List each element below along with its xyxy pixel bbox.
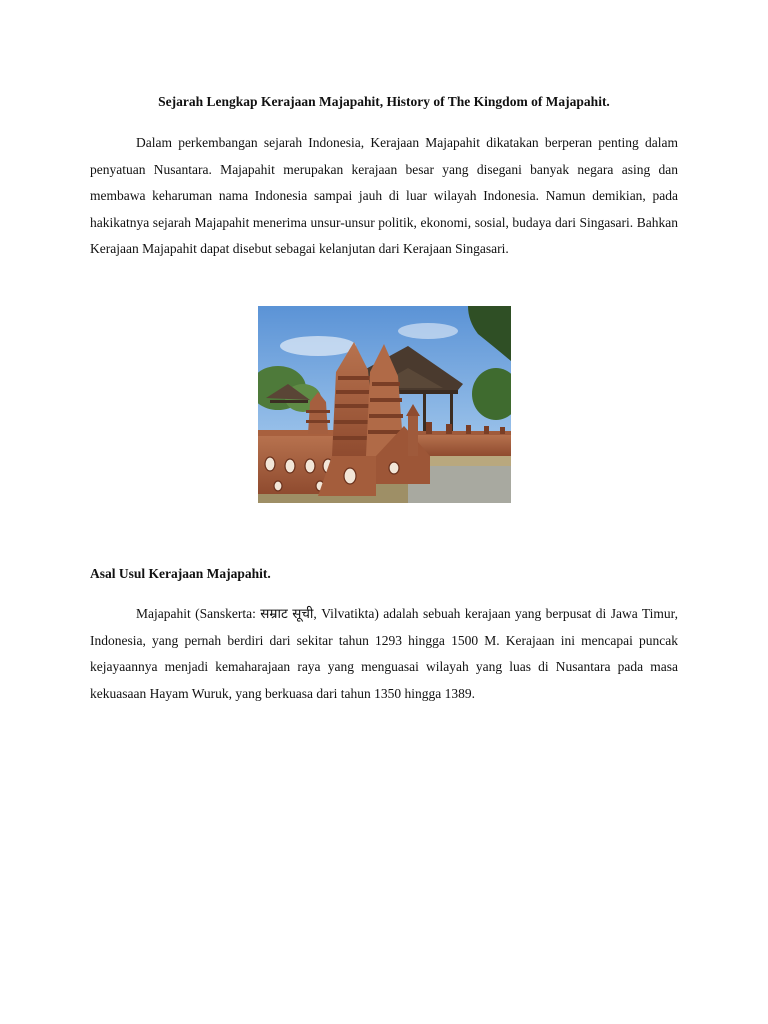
document-title: Sejarah Lengkap Kerajaan Majapahit, History of The Kingdom of Majapahit. [158,94,610,109]
temple-photo-illustration [258,306,511,503]
intro-paragraph [90,130,678,263]
section-heading: Asal Usul Kerajaan Majapahit. [90,566,271,581]
origin-paragraph-text: Majapahit (Sanskerta: सम्राट सूची, Vilvatikta) adalah sebuah kerajaan yang berpusat di Jawa Timur, Indonesia, yang pernah berdiri dari sekitar tahun 1293 hingga 1500 M. Kerajaan ini mencapai puncak kejayaannya menjadi kemaharajaan raya yang menguasai wilayah yang luas di Nusantara pada masa kekuasaan Hayam Wuruk, yang berkuasa dari tahun 1350 hingga 1389. [90,606,678,701]
origin-paragraph [90,601,678,707]
intro-paragraph-text: Dalam perkembangan sejarah Indonesia, Kerajaan Majapahit dikatakan berperan penting dalam penyatuan Nusantara. Majapahit merupakan kerajaan besar yang disegani banyak negara asing dan membawa keharuman nama Indonesia sampai jauh di luar wilayah Indonesia. Namun demikian, pada hakikatnya sejarah Majapahit menerima unsur-unsur politik, ekonomi, sosial, budaya dari Singasari. Bahkan Kerajaan Majapahit dapat disebut sebagai kelanjutan dari Kerajaan Singasari. [90,135,678,257]
majapahit-temple-photo [258,306,511,503]
brick-wall [418,434,511,456]
